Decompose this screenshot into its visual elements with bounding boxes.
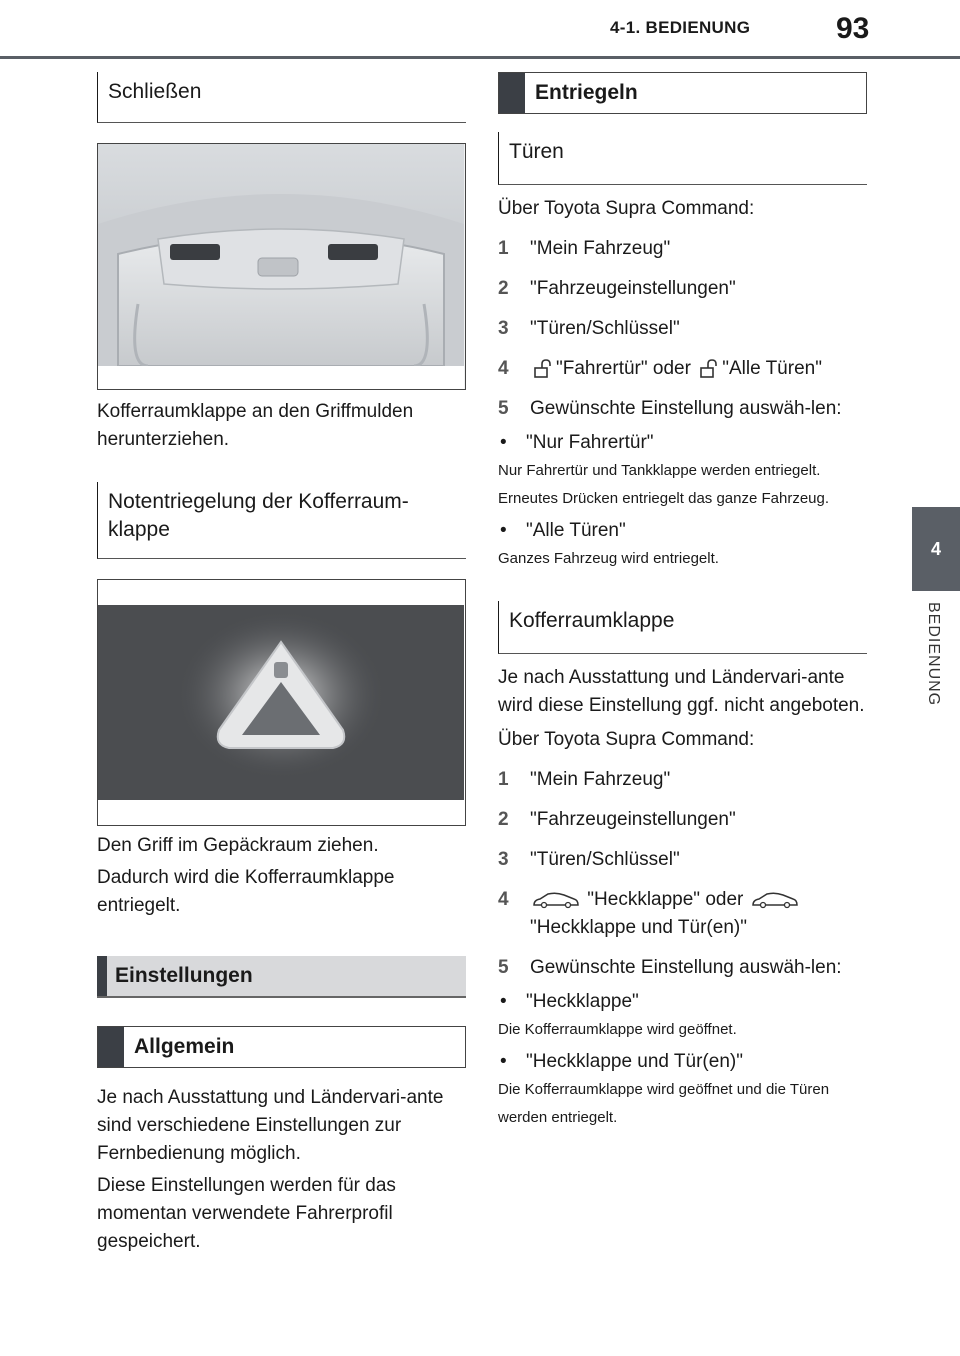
notentriegelung-text-2: Dadurch wird die Kofferraumklappe entriegelt.	[97, 867, 395, 916]
trunk-lid-figure	[97, 143, 466, 390]
allgemein-text-2: Diese Einstellungen werden für das momentan verwendete Fahrerprofil gespeichert.	[97, 1175, 396, 1252]
heading-kofferraumklappe: Kofferraumklappe	[498, 601, 867, 654]
tueren-option-1: • "Nur Fahrertür"	[500, 432, 654, 453]
heading-tueren: Türen	[498, 132, 867, 185]
heading-notentriegelung: Notentriegelung der Kofferraum-klappe	[97, 482, 466, 559]
unlock-icon	[698, 358, 720, 380]
car-icon	[532, 891, 580, 909]
emergency-handle-illustration	[98, 580, 464, 825]
koffer-option-2: • "Heckklappe und Tür(en)"	[500, 1051, 743, 1072]
koffer-step-4: 4 "Heckklappe" oder "Heckklappe und Tür(en)"	[498, 886, 867, 942]
car-icon	[751, 891, 799, 909]
page-number: 93	[836, 12, 870, 45]
koffer-option-2-desc: Die Kofferraumklappe wird geöffnet und die Türen werden entriegelt.	[498, 1081, 830, 1126]
koffer-step-2: 2 "Fahrzeugeinstellungen"	[498, 809, 736, 830]
tueren-step-2: 2 "Fahrzeugeinstellungen"	[498, 278, 736, 299]
header-rule	[0, 56, 960, 59]
tueren-step-3: 3 "Türen/Schlüssel"	[498, 318, 680, 339]
heading-entriegeln: Entriegeln	[498, 72, 867, 114]
koffer-intro: Je nach Ausstattung und Ländervari-ante wird diese Einstellung ggf. nicht angeboten.	[498, 667, 865, 716]
left-column	[97, 72, 466, 1260]
tueren-option-2: • "Alle Türen"	[500, 520, 626, 541]
koffer-option-1: • "Heckklappe"	[500, 991, 639, 1012]
chapter-label: BEDIENUNG	[925, 602, 942, 707]
notentriegelung-text-1: Den Griff im Gepäckraum ziehen.	[97, 835, 379, 856]
koffer-step-3: 3 "Türen/Schlüssel"	[498, 849, 680, 870]
unlock-icon	[532, 358, 554, 380]
emergency-release-figure	[97, 579, 466, 826]
allgemein-text-1: Je nach Ausstattung und Ländervari-ante sind verschiedene Einstellungen zur Fernbedienung möglich.	[97, 1087, 444, 1164]
koffer-step-1: 1 "Mein Fahrzeug"	[498, 769, 671, 790]
heading-schliessen: Schließen	[97, 72, 466, 123]
heading-allgemein: Allgemein	[97, 1026, 466, 1068]
tueren-step-5: 5 Gewünschte Einstellung auswäh-len:	[498, 398, 842, 419]
tueren-step-1: 1 "Mein Fahrzeug"	[498, 238, 671, 259]
tueren-option-1-desc: Nur Fahrertür und Tankklappe werden entriegelt. Erneutes Drücken entriegelt das ganze Fahrzeug.	[498, 462, 830, 507]
right-column	[498, 72, 867, 1132]
schliessen-text: Kofferraumklappe an den Griffmulden herunterziehen.	[97, 401, 414, 450]
heading-einstellungen: Einstellungen	[97, 956, 466, 998]
tueren-option-2-desc: Ganzes Fahrzeug wird entriegelt.	[498, 550, 719, 567]
koffer-step-5: 5 Gewünschte Einstellung auswäh-len:	[498, 957, 842, 978]
section-title: 4-1. BEDIENUNG	[610, 18, 751, 37]
tueren-intro: Über Toyota Supra Command:	[498, 198, 755, 219]
tueren-step-4: 4 "Fahrertür" oder "Alle Türen"	[498, 358, 822, 379]
trunk-lid-illustration	[98, 144, 464, 389]
chapter-tab: 4	[912, 507, 960, 591]
koffer-intro-2: Über Toyota Supra Command:	[498, 729, 755, 750]
koffer-option-1-desc: Die Kofferraumklappe wird geöffnet.	[498, 1021, 737, 1038]
